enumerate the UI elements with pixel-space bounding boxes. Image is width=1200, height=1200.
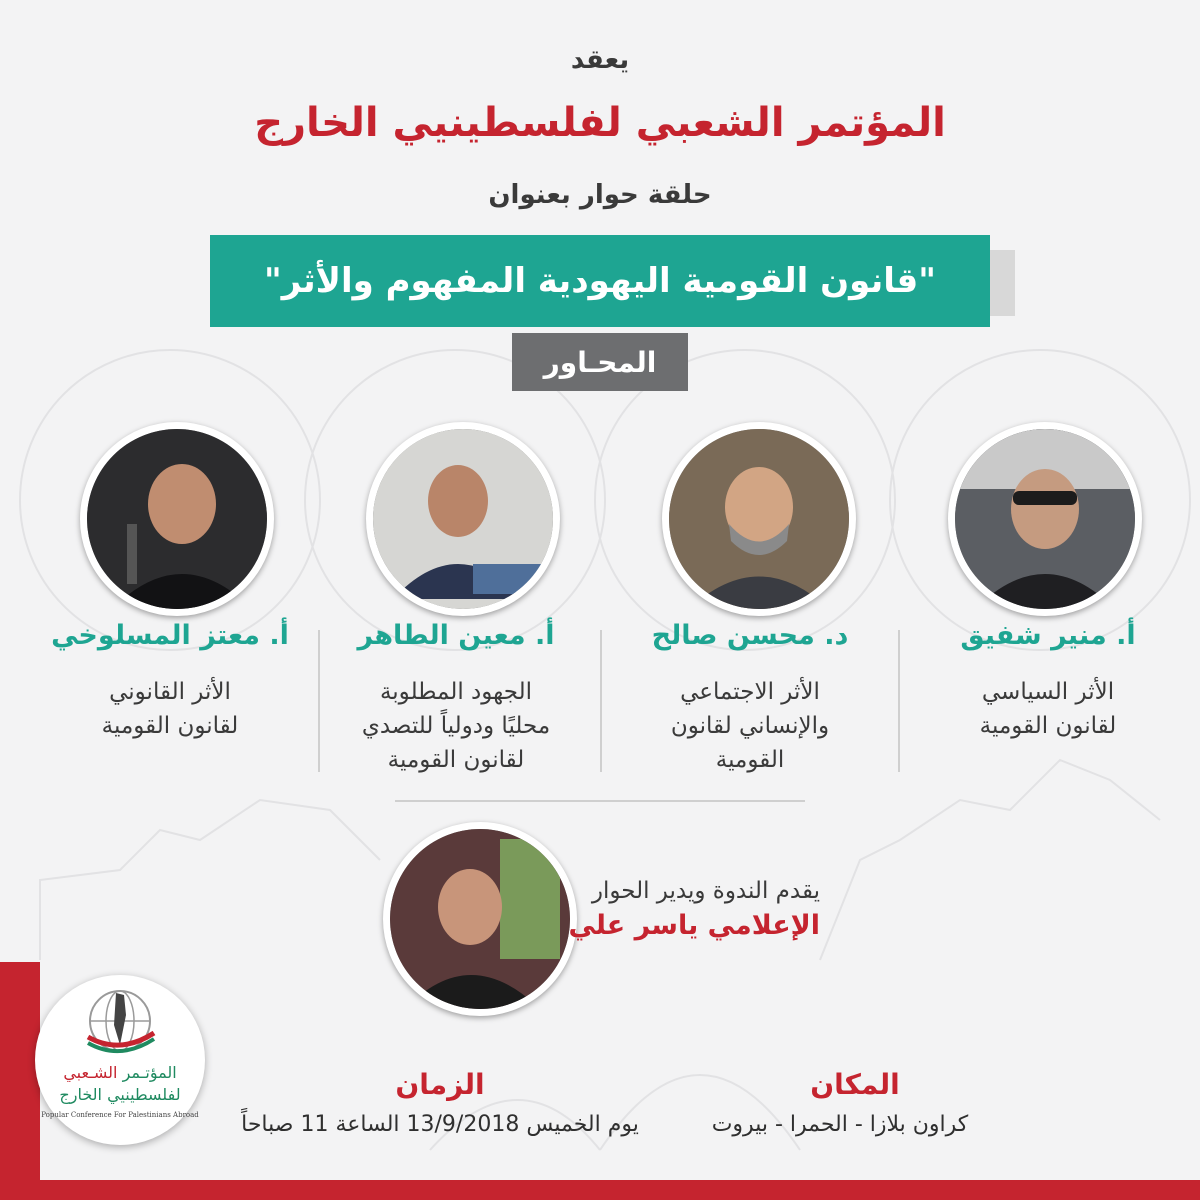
speaker-name-2: د. محسن صالح [651,620,849,651]
topic-line: والإنساني لقانون [670,713,830,739]
globe-icon [80,985,160,1060]
time-title: الزمان [395,1068,485,1101]
column-divider [318,630,320,772]
topic-line: الجهود المطلوبة [379,679,533,705]
speaker-photo-4 [80,422,274,616]
horizontal-divider [395,800,805,802]
speaker-topic-3 [326,675,586,777]
column-divider [898,630,900,772]
speaker-topic-4 [40,675,300,743]
topic-line: لقانون القومية [387,747,525,773]
bottom-bar [0,1180,1200,1200]
section-label: المحـاور [512,333,688,391]
topic-line: محليًا ودولياً للتصدي [361,713,551,739]
topic-line: القومية [715,747,785,773]
intro-text: يعقد [570,45,630,75]
organization-logo [35,975,205,1145]
topic-line: الأثر السياسي [981,679,1115,705]
moderator-name: الإعلامي ياسر علي [568,910,820,941]
speaker-photo-1 [948,422,1142,616]
speaker-topic-1 [918,675,1178,743]
topic-line: الأثر القانوني [109,679,231,705]
place-title: المكان [810,1068,900,1101]
red-accent-block [0,962,40,1180]
speaker-name-1: أ. منير شفيق [960,620,1136,651]
place-text: كراون بلازا - الحمرا - بيروت [711,1112,969,1137]
speaker-topic-2 [620,675,880,777]
subtitle: حلقة حوار بعنوان [488,180,712,210]
logo-text-line2: لفلسطينيي الخارج [59,1085,181,1104]
moderator-photo [383,822,577,1016]
logo-english-text: Popular Conference For Palestinians Abroad [41,1111,199,1119]
moderator-intro: يقدم الندوة ويدير الحوار [591,878,820,904]
logo-text-line1: المؤتـمر الشـعبي [63,1063,177,1082]
organizer-title: المؤتمر الشعبي لفلسطينيي الخارج [254,100,946,146]
column-divider [600,630,602,772]
speaker-photo-2 [662,422,856,616]
topic-line: لقانون القومية [101,713,239,739]
time-text: يوم الخميس 13/9/2018 الساعة 11 صباحاً [241,1112,639,1137]
speaker-name-3: أ. معين الطاهر [357,620,555,651]
speaker-name-4: أ. معتز المسلوخي [51,620,289,651]
speaker-photo-3 [366,422,560,616]
topic-line: لقانون القومية [979,713,1117,739]
topic-banner: "قانون القومية اليهودية المفهوم والأثر" [210,235,990,327]
topic-line: الأثر الاجتماعي [680,679,820,705]
